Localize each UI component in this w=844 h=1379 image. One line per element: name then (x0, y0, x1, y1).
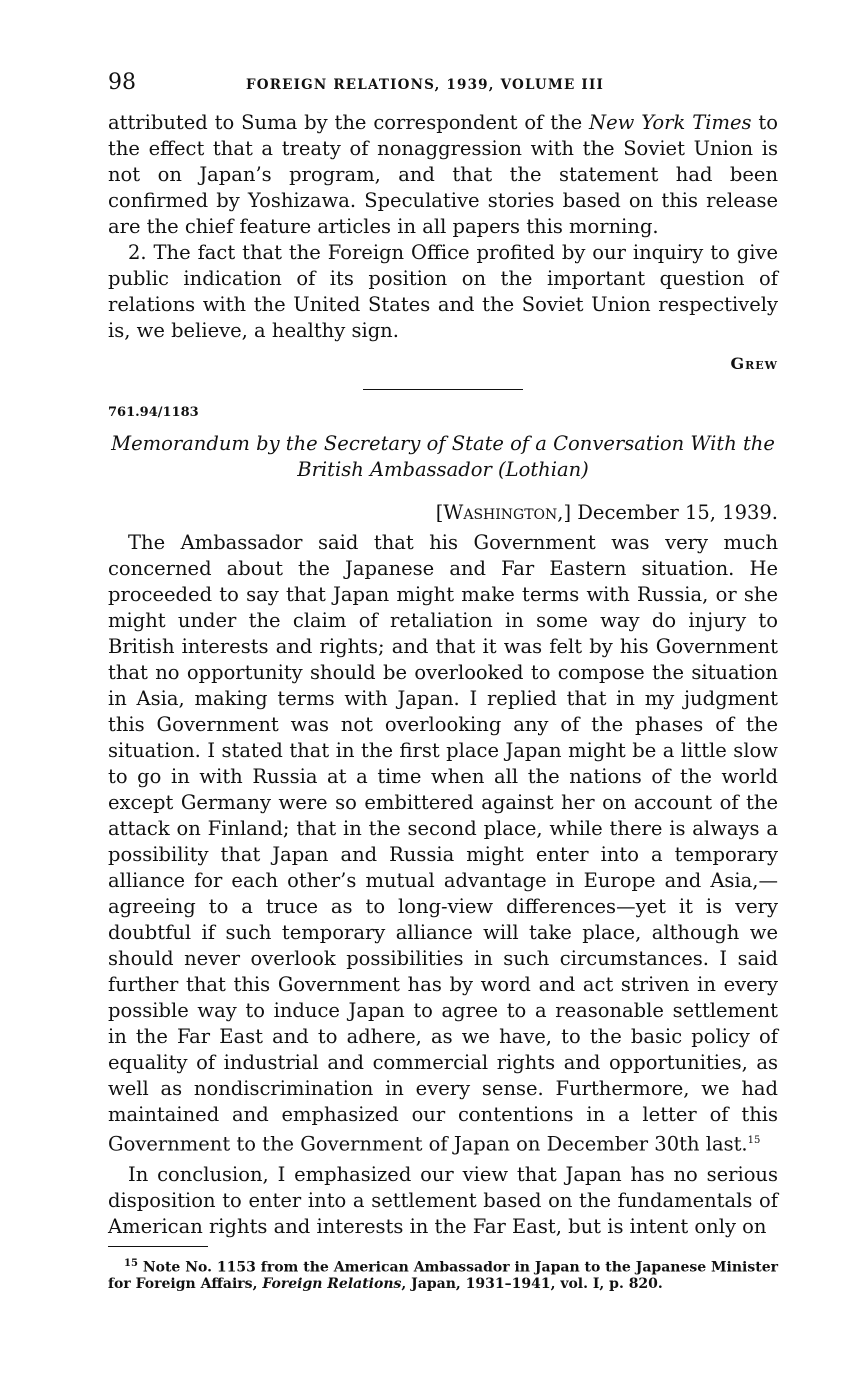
body-paragraph-2: In conclusion, I emphasized our view that Japan has no serious disposition to enter into a settlement based on the fundamentals of American rights and interests in the Far East, but is intent only on (108, 1162, 778, 1238)
footnote-text-1: Note No. 1153 from the American Ambassador in Japan to the Japanese Minister for Foreign Affairs, (108, 1259, 778, 1293)
newspaper-title: New York Times (589, 111, 752, 134)
continued-text-1: attributed to Suma by the correspondent of the (108, 111, 590, 134)
section-divider (363, 389, 523, 390)
body-paragraph-1 (108, 530, 778, 1158)
footnote-italic-title: Foreign Relations (262, 1276, 402, 1293)
file-number: 761.94/1183 (108, 405, 199, 420)
dateline-open-bracket: [ (435, 501, 444, 524)
memo-title-line-2: British Ambassador (Lothian) (297, 458, 589, 481)
dateline-close-bracket: ,] (557, 501, 572, 524)
footnote-marker: 15 (124, 1257, 138, 1269)
footnote-rule (108, 1246, 208, 1247)
signature: Grew (730, 354, 778, 373)
continued-paragraph (108, 110, 778, 240)
page-header (108, 70, 778, 110)
memo-title-line-1: Memorandum by the Secretary of State of a Conversation With the (111, 432, 775, 455)
footnote (108, 1255, 778, 1294)
running-title: FOREIGN RELATIONS, 1939, VOLUME III (246, 77, 604, 93)
footnote-reference[interactable]: 15 (747, 1135, 761, 1146)
document-page (108, 70, 778, 1293)
page-number: 98 (108, 70, 136, 95)
footnote-text-2: , Japan, 1931–1941, vol. I, p. 820. (401, 1276, 663, 1293)
memo-title (108, 431, 778, 483)
dateline-place: Washington (443, 501, 558, 524)
body-paragraph-1-text: The Ambassador said that his Government was very much concerned about the Japanese and Far Eastern situation. He proceeded to say that Japan might make terms with Russia, or she might under the claim of retaliation in some way do injury to British interests and rights; and that it was felt by his Government that no opportunity should be overlooked to compose the situation in Asia, making terms with Japan. I replied that in my judgment this Government was not overlooking any of the phases of the situation. I stated that in the first place Japan might be a little slow to go in with Russia at a time when all the nations of the world except Germany were so embittered against her on account of the attack on Finland; that in the second place, while there is always a possibility that Japan and Russia might enter into a temporary alliance for each other’s mutual advantage in Europe and Asia,—agreeing to a truce as to long-view differences—yet it is very doubtful if such temporary alliance will take place, although we should never overlook possibilities in such circumstances. I said further that this Government has by word and act striven in every possible way to induce Japan to agree to a reasonable settlement in the Far East and to adhere, as we have, to the basic policy of equality of industrial and commercial rights and opportunities, as well as nondiscrimination in every sense. Furthermore, we had maintained and emphasized our contentions in a letter of this Government to the Government of Japan on December 30th last. (108, 531, 778, 1156)
dateline (108, 501, 778, 524)
continued-text-2: to the effect that a treaty of nonaggression with the Soviet Union is not on Japan’s program, and that the statement had been confirmed by Yoshizawa. Speculative stories based on this release are the chief feature articles in all papers this morning. (108, 111, 779, 238)
numbered-paragraph-2: 2. The fact that the Foreign Office profited by our inquiry to give public indication of its position on the important question of relations with the United States and the Soviet Union respectively is, we believe, a healthy sign. (108, 241, 778, 342)
dateline-date: December 15, 1939. (571, 501, 778, 524)
